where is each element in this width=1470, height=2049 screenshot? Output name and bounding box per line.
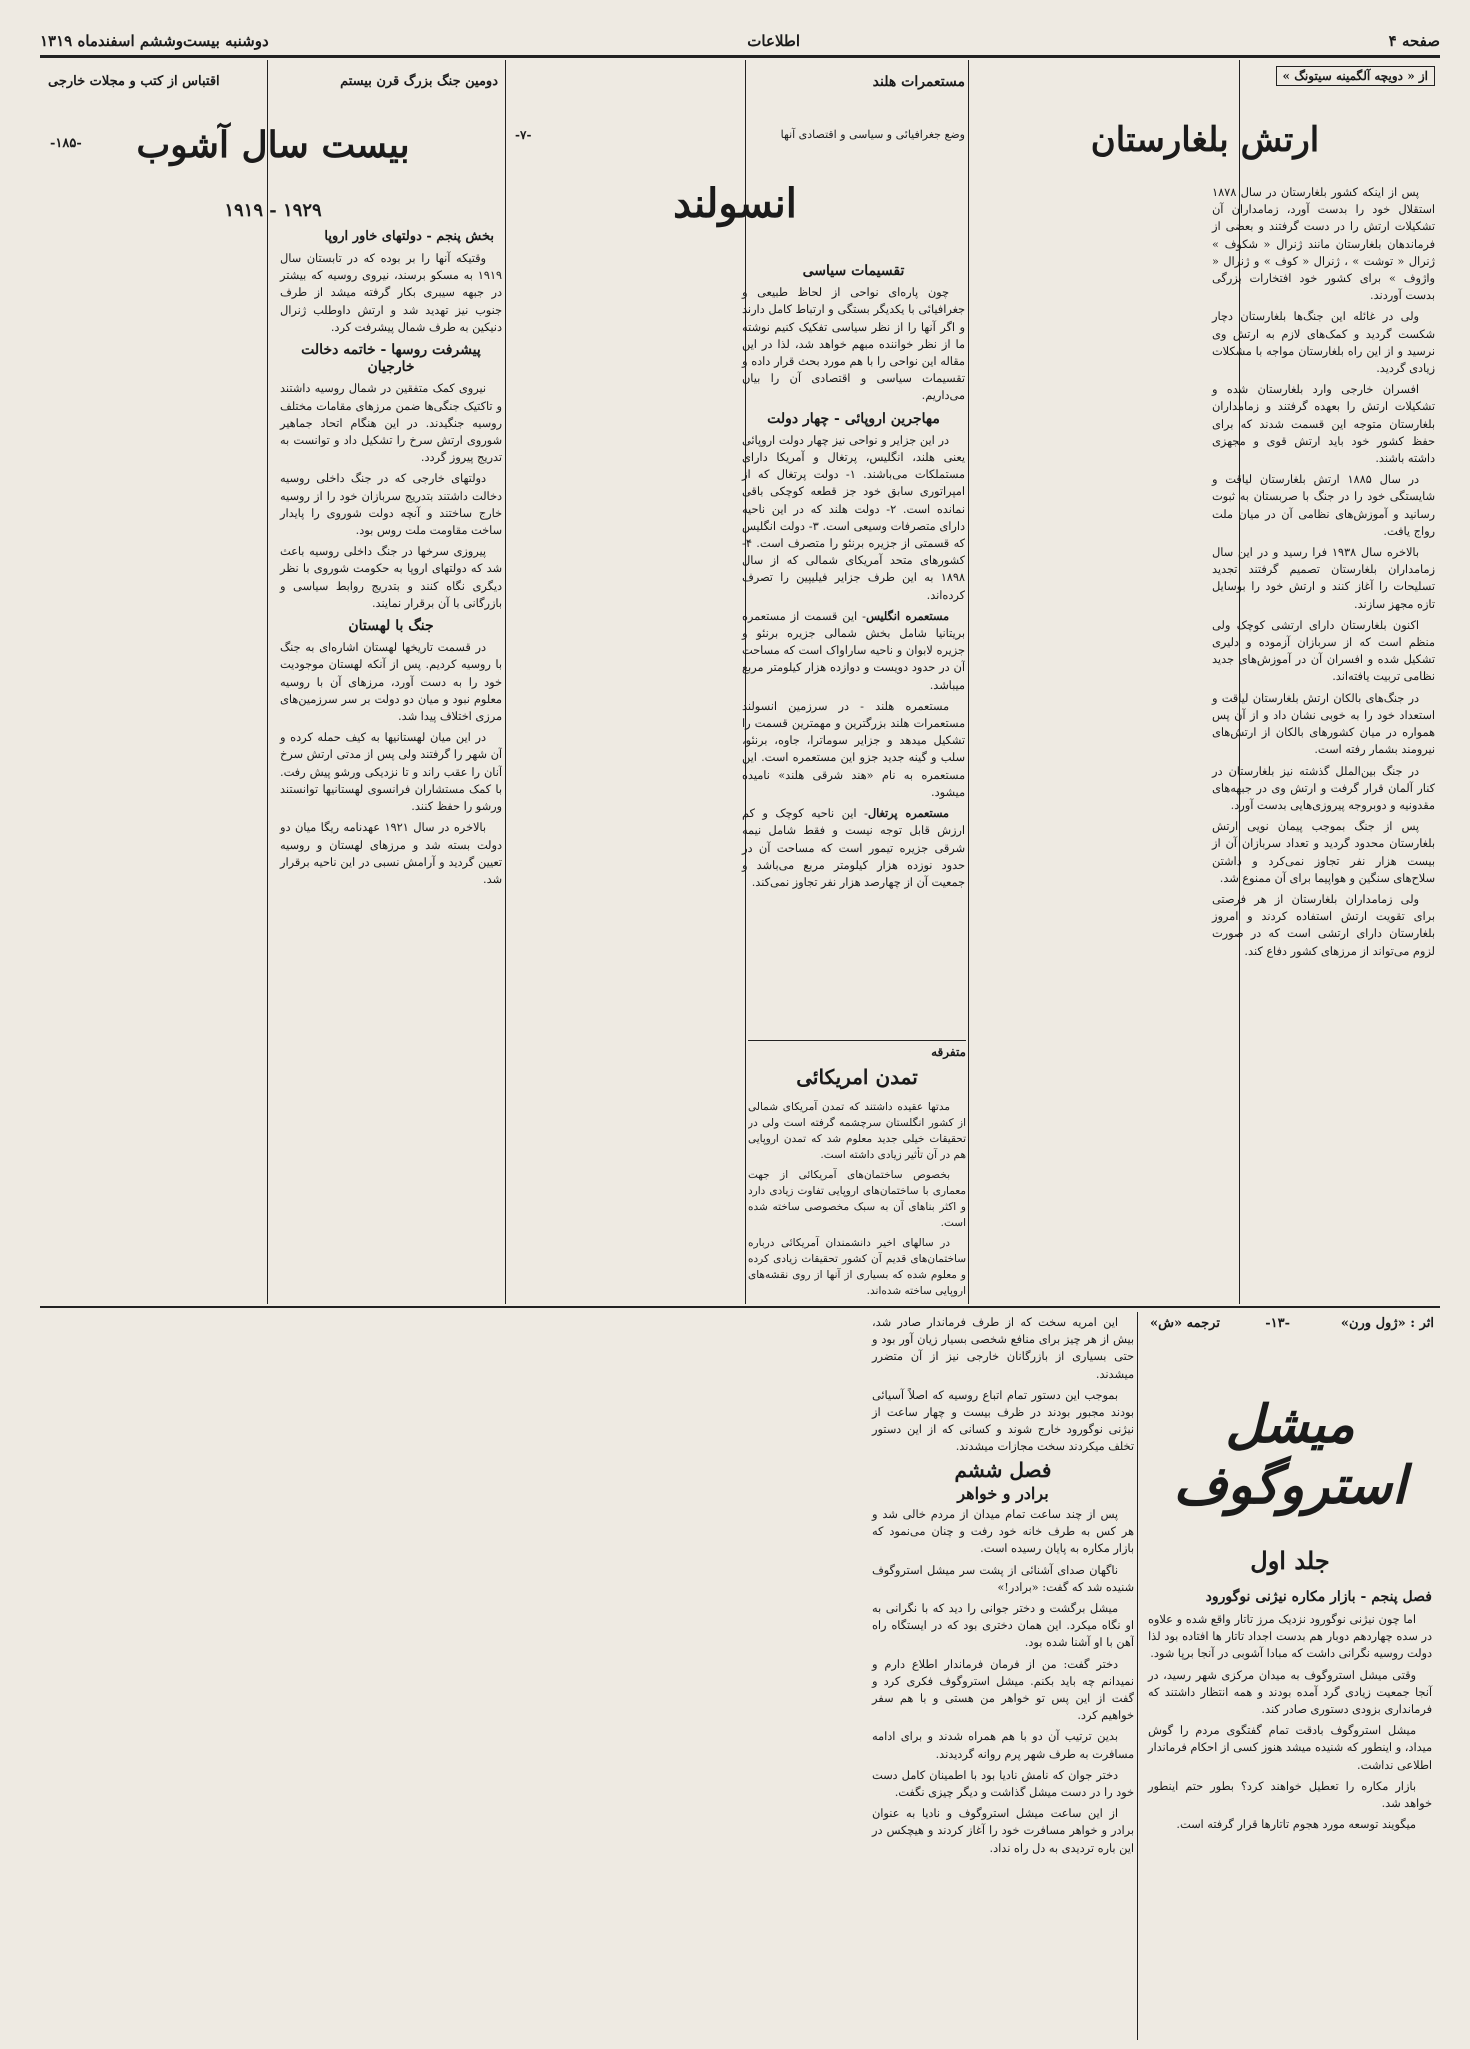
serial-body-continued (44, 1314, 1134, 2034)
article-body (748, 1099, 966, 1299)
paragraph: پس از جنگ بموجب پیمان نویی ارتش بلغارستان محدود گردید و تعداد سربازان آن از بیست هزار نفر تجاوز نمی‌کرد و داشتن سلاح‌های سنگین و هواپیما برای آن ممنوع شد. (1212, 820, 1435, 885)
article-american-civilization (748, 1040, 966, 1300)
paragraph: افسران خارجی وارد بلغارستان شده و تشکیلات ارتش را بعهده گرفتند و زمامداران بلغارستان متوجه این قسمت شدند که برای حفظ کشور خود باید ارتش قوی و مجهزی داشته باشند. (1212, 383, 1435, 466)
paragraph: ولی در غائله این جنگ‌ها بلغارستان دچار شکست گردید و کمک‌های لازم به ارتش وی نرسید و از این راه بلغارستان مواجه با مشکلات زیادی گردید. (1212, 310, 1435, 376)
paragraph: در این جزایر و نواحی نیز چهار دولت اروپائی یعنی هلند، انگلیس، پرتغال و آمریکا دارای مستملکات می‌باشند. ۱- دولت پرتغال که از امپراتوری سابق خود جز قطعه کوچکی باقی نمانده است. ۲- دولت هلند که در این ناحیه دارای متصرفات وسیعی است. ۳- دولت انگلیس که قسمتی از جزیره برنئو را متصرف است. ۴- کشورهای متحد آمریکای شمالی که از سال ۱۸۹۸ به این طرف جزایر فیلیپین را تصرف کرده‌اند. (742, 433, 965, 602)
serial-body (1140, 1611, 1440, 1833)
section-label: دومین جنگ بزرگ قرن بیستم (340, 74, 498, 89)
part-heading: بخش پنجم - دولتهای خاور اروپا (324, 229, 494, 244)
page-number: صفحه ۴ (1388, 32, 1440, 50)
subheading: مهاجرین اروپائی - چهار دولت (767, 410, 940, 427)
paragraph: در سالهای اخیر دانشمندان آمریکائی درباره ساختمان‌های قدیم آن کشور تحقیقات زیادی کرده و معلوم شده که بسیاری از آنها از روی نقشه‌های اروپایی ساخته شده‌اند. (748, 1237, 966, 1297)
paragraph: بخصوص ساختمان‌های آمریکائی از جهت معماری با ساختمان‌های اروپایی تفاوت زیادی دارد و اکثر بناهای آن به سبک مخصوصی ساخته شده است. (748, 1169, 966, 1229)
volume: جلد اول (1250, 1546, 1330, 1575)
subheading: جنگ با لهستان (348, 618, 434, 635)
paragraph: بالاخره در سال ۱۹۲۱ عهدنامه ریگا میان دو دولت بسته شد و مرزهای لهستان و روسیه تعیین گردید و آرامش نسبی در این ناحیه برقرار شد. (280, 821, 502, 886)
masthead-rule (40, 55, 1440, 58)
subheading: تقسیمات سیاسی (802, 263, 905, 279)
installment-number: -۱۸۵- (50, 136, 82, 151)
paragraph: از این ساعت میشل استروگوف و نادیا به عنوان برادر و خواهر مسافرت خود را آغاز کردند و هیچکس در این باره تردیدی به دل راه نداد. (872, 1807, 1134, 1855)
article-title: انسولند (673, 180, 797, 227)
paragraph: دختر جوان که نامش نادیا بود با اطمینان کامل دست خود را در دست میشل گذاشت و دیگر چیزی نگفت. (872, 1768, 1134, 1800)
paragraph: در جنگ بین‌الملل گذشته نیز بلغارستان در کنار آلمان قرار گرفت و ارتش وی در جبهه‌های مقدونیه و دوبروجه پیروزی‌هایی بدست آورد. (1212, 764, 1435, 812)
section-label: متفرقه (931, 1045, 966, 1059)
paragraph: میشل برگشت و دختر جوانی را دید که با نگرانی به او نگاه میکرد. این همان دختری بود که در ایستگاه راه آهن با او آشنا شده بود. (872, 1602, 1134, 1650)
chapter-subtitle: برادر و خواهر (957, 1483, 1049, 1503)
installment-number: -۷- (515, 128, 532, 142)
article-years: ۱۹۲۹ - ۱۹۱۹ (224, 200, 322, 221)
paragraph: مدتها عقیده داشتند که تمدن آمریکای شمالی از کشور انگلستان سرچشمه گرفته است ولی در تحقیقات خیلی جدید معلوم شد که تمدن اروپایی هم در آن تأثیر زیادی داشته است. (748, 1101, 966, 1161)
paragraph: نیروی کمک متفقین در شمال روسیه داشتند و تاکتیک جنگی‌ها ضمن مرزهای مقامات مختلف روسیه جنگیدند. در این هنگام اتحاد جماهیر شوروی ارتش سرخ را تشکیل داد و توانست به تدریج پیروز گردد. (280, 382, 502, 465)
author: اثر : «ژول ورن» (1340, 1316, 1434, 1331)
article-title: بیست سال آشوب (136, 124, 410, 166)
column-divider (968, 60, 969, 1304)
paragraph: بازار مکاره را تعطیل خواهند کرد؟ بطور حتم اینطور خواهد شد. (1148, 1779, 1432, 1811)
article-subtitle: وضع جغرافیائی و سیاسی و اقتصادی آنها (780, 128, 965, 141)
translator: ترجمه «ش» (1150, 1316, 1220, 1331)
article-body (44, 250, 502, 1290)
paragraph: پس از اینکه کشور بلغارستان در سال ۱۸۷۸ استقلال خود را بدست آورد، زمامداران آن تشکیلات ارتش را در دست گرفتند و بعضی از فرماندهان بلغارستان مانند ژنرال « شکوف » ژنرال « توشت » ، ژنرال « کوف » و ژنرال « واژوف » برای کشور خود افتخارات بزرگی بدست آوردند. (1212, 186, 1435, 303)
paragraph-text: - این ناحیه کوچک و کم ارزش قابل توجه نیست و فقط شامل نیمه شرقی جزیره تیمور است که مساحت آن در حدود نوزده هزار کیلومتر مربع می‌باشد و جمعیت آن از چهارصد هزار نفر تجاوز نمی‌کند. (742, 807, 965, 889)
section-source: اقتباس از کتب و مجلات خارجی (48, 74, 220, 89)
serial-title: میشل استروگوف (1173, 1394, 1407, 1516)
issue-date: دوشنبه بیست‌وششم اسفندماه ۱۳۱۹ (40, 32, 269, 50)
paragraph: بموجب این دستور تمام اتباع روسیه که اصلاً آسیائی بودند مجبور بودند در ظرف بیست و چهار ساعت از نیژنی نوگورود خارج شوند و کسانی که از این دستور تخلف میکردند سخت مجازات میشدند. (872, 1388, 1134, 1454)
paragraph: در سال ۱۸۸۵ ارتش بلغارستان لیاقت و شایستگی خود را در جنگ با صربستان به ثبوت رسانید و آموزش‌های نظامی آن در میان ملت رواج یافت. (1212, 473, 1435, 538)
article-twenty-years (44, 64, 502, 1302)
paragraph: وقتی میشل استروگوف به میدان مرکزی شهر رسید، در آنجا جمعیت زیادی گرد آمده بودند و همه انتظار داشتند که فرمانداری بزودی دستوری صادر کند. (1148, 1668, 1432, 1717)
paragraph: در جنگ‌های بالکان ارتش بلغارستان لیاقت و استعداد خود را به خوبی نشان داد و از آن پس همواره در میان کشورهای بالکان از ارتش‌های نیرومند بشمار رفته است. (1212, 691, 1435, 757)
paragraph: میشل استروگوف بادقت تمام گفتگوی مردم را گوش میداد، و اینطور که شنیده میشد هنوز کسی از احکام فرماندار اطلاعی نداشت. (1148, 1724, 1432, 1772)
paragraph: دولتهای خارجی که در جنگ داخلی روسیه دخالت داشتند بتدریج سربازان خود را از روسیه خارج ساختند و آنچه دولت شوروی را پایدار ساخت مقاومت ملت روس بود. (280, 472, 502, 538)
paragraph: وقتیکه آنها را بر بوده که در تابستان سال ۱۹۱۹ به مسکو برسند، نیروی روسیه که بیشتر در جبهه سیبری بکار گرفته میشد از طرف جنوب نیز تهدید شد و ارتش داوطلب ژنرال دنیکین به طرف شمال پیشرفت کرد. (280, 252, 502, 334)
paragraph: مستعمره هلند - در سرزمین انسولند مستعمرات هلند بزرگترین و مهمترین قسمت را تشکیل میدهد و جزایر سوماترا، جاوه، برنئو، سلب و گینه جدید جزو این مستعمره است. این مستعمره به نام «هند شرقی هلند» نامیده میشود. (742, 699, 965, 799)
article-body (975, 184, 1435, 1284)
paragraph: بدین ترتیب آن دو با هم همراه شدند و برای ادامه مسافرت به طرف شهر پرم روانه گردیدند. (872, 1730, 1134, 1761)
paragraph: اما چون نیژنی نوگورود نزدیک مرز تاتار واقع شده و علاوه در سده چهاردهم دوبار هم بدست اجداد تاتار ها افتاده بود لذا دولت روسیه نگرانی داشت که مبادا آشوبی در آنجا برپا شود. (1148, 1613, 1432, 1661)
paragraph: در این میان لهستانیها به کیف حمله کرده و آن شهر را گرفتند ولی پس از مدتی ارتش سرخ آنان را عقب راند و تا نزدیکی ورشو پیش رفت. با کمک مستشاران فرانسوی لهستانیها توانستند ورشو را حفظ کنند. (280, 731, 502, 814)
chapter-heading: فصل ششم (954, 1457, 1052, 1482)
article-source-tag: از « دویچه آلگمینه سیتونگ » (1276, 66, 1435, 86)
paragraph: اکنون بلغارستان دارای ارتشی کوچک ولی منظم است که از سربازان آزموده و دلیری تشکیل شده و افسران آن در آموزش‌های جدید نظامی تربیت یافته‌اند. (1212, 618, 1435, 684)
paragraph: این امریه سخت که از طرف فرماندار صادر شد، بیش از هر چیز برای منافع شخصی بسیار زیان آور بود و حتی بسیاری از بازرگانان خارجی نیز از آن متضرر میشدند. (872, 1316, 1134, 1381)
paragraph: میگویند توسعه مورد هجوم تاتارها قرار گرفته است. (1176, 1818, 1416, 1832)
article-title: ارتش بلغارستان (1090, 120, 1320, 160)
inline-heading: مستعمره پرتغال (867, 806, 949, 821)
serial-header (1140, 1312, 1440, 2040)
paragraph: چون پاره‌ای نواحی از لحاظ طبیعی و جغرافیائی با یکدیگر بستگی و ارتباط کامل دارند و اگر آنها را از نظر سیاسی تفکیک کنیم نوشته ما از نظر خواننده مبهم خواهد شد، لذا در این مقاله این نواحی را با هم مورد بحث قرار داده و تقسیمات سیاسی و اقتصادی آن را بیان می‌داریم. (742, 286, 965, 403)
paragraph: ولی زمامداران بلغارستان از هر فرصتی برای تقویت ارتش استفاده کردند و امروز بلغارستان دارای ارتشی است که در صورت لزوم می‌تواند از مرزهای کشور دفاع کند. (1212, 892, 1435, 958)
paragraph (742, 608, 965, 694)
paragraph: دختر گفت: من از فرمان فرماندار اطلاع دارم و نمیدانم چه باید بکنم. میشل استروگوف فکری کرد و گفت از این پس تو خواهر من هستی و با هم سفر خواهیم کرد. (872, 1657, 1134, 1723)
column-divider (1137, 1312, 1138, 2040)
chapter-heading: فصل پنجم - بازار مکاره نیژنی نوگورود (1205, 1589, 1432, 1605)
paragraph: ناگهان صدای آشنائی از پشت سر میشل استروگوف شنیده شد که گفت: «برادر!» (872, 1563, 1134, 1594)
paragraph (742, 805, 965, 891)
paragraph-text: - این قسمت از مستعمره بریتانیا شامل بخش شمالی جزیره برنئو و جزیره لابوان و ناحیه ساراواک است که مساحت آن در حدود دویست و دوازده هزار کیلومتر مربع میباشد. (742, 609, 965, 692)
article-bulgarian-army (975, 64, 1435, 1302)
section-label: مستعمرات هلند (872, 74, 965, 90)
newspaper-name: اطلاعات (747, 32, 800, 50)
installment-number: -۱۳- (1265, 1316, 1290, 1331)
subheading: پیشرفت روسها - خاتمه دخالت خارجیان (301, 342, 481, 376)
paragraph: پیروزی سرخها در جنگ داخلی روسیه باعث شد که دولتهای اروپا به حکومت شوروی با نظر دیگری نگاه کنند و بتدریج روابط سیاسی و بازرگانی با آن برقرار نمایند. (280, 545, 502, 610)
paragraph: بالاخره سال ۱۹۳۸ فرا رسید و در این سال زمامداران بلغارستان تصمیم گرفتند تجدید تسلیحات را آغاز کنند و ارتش خود را بوسایل تازه مجهز سازند. (1212, 546, 1435, 611)
section-rule (40, 1306, 1440, 1308)
article-title: تمدن امریکائی (796, 1065, 918, 1089)
paragraph: در قسمت تاریخها لهستان اشاره‌ای به جنگ با روسیه کردیم. پس از آنکه لهستان موجودیت خود را به دست آورد، مرزهای آن با روسیه معلوم نبود و میان دو دولت بر سر سرزمین‌های مرزی اختلاف پیدا شد. (280, 641, 502, 724)
inline-heading: مستعمره انگلیس (865, 608, 949, 623)
serial-michel-strogoff (40, 1312, 1440, 2040)
masthead (40, 26, 1440, 54)
paragraph: پس از چند ساعت تمام میدان از مردم خالی شد و هر کس به طرف خانه خود رفت و چنان می‌نمود که بازار مکاره به پایان رسیده است. (872, 1508, 1134, 1556)
